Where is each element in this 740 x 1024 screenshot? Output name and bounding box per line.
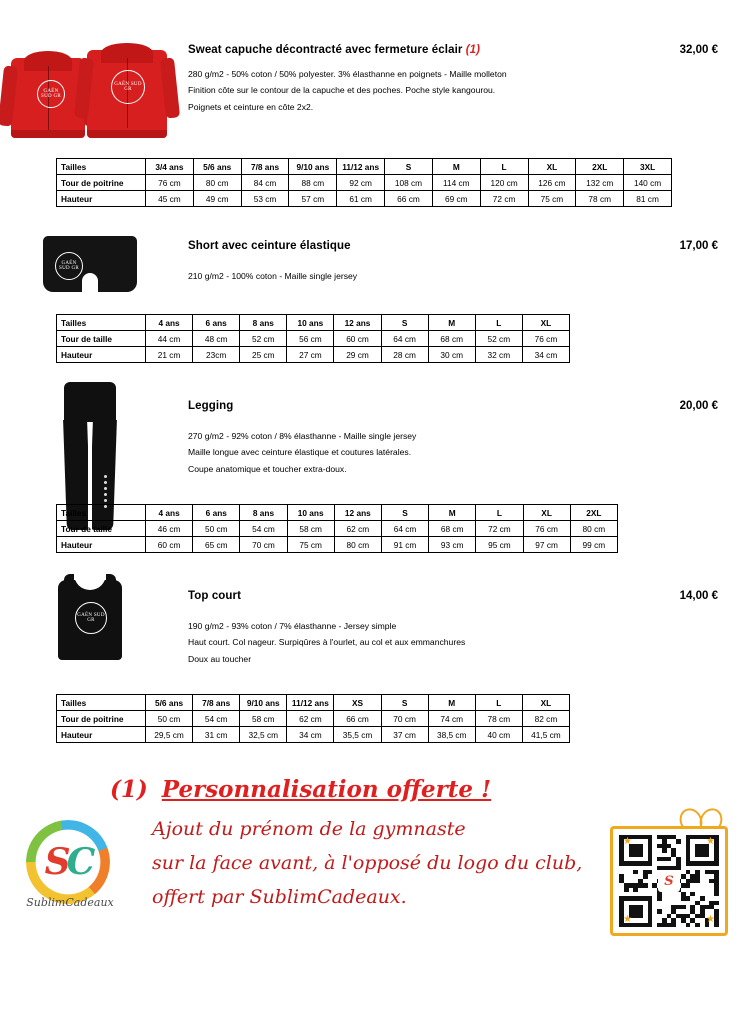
product-desc-line: 210 g/m2 - 100% coton - Maille single jersey (188, 271, 358, 281)
table-cell: 34 cm (522, 347, 569, 363)
size-table-legging (56, 504, 618, 553)
table-cell: 50 cm (193, 521, 240, 537)
club-logo-badge (37, 80, 65, 108)
product-name: Sweat capuche décontracté avec fermeture éclair (188, 44, 463, 56)
table-header-cell: 6 ans (193, 315, 240, 331)
table-cell: 80 cm (193, 175, 241, 191)
table-row (57, 727, 570, 743)
table-header-cell: Tailles (57, 315, 146, 331)
table-cell: 32 cm (475, 347, 522, 363)
product-desc-line: 280 g/m2 - 50% coton / 50% polyester. 3% élasthanne en poignets - Maille molleton (188, 69, 507, 79)
table-cell: 66 cm (334, 711, 381, 727)
table-row (57, 347, 570, 363)
table-cell: 66 cm (385, 191, 433, 207)
table-cell: Tour de poitrine (57, 711, 146, 727)
promo-footnote-marker: (1) (110, 776, 148, 803)
promo-title (110, 776, 491, 803)
table-cell: 78 cm (475, 711, 522, 727)
table-header-cell: 12 ans (334, 315, 381, 331)
table-header-cell: M (428, 315, 475, 331)
table-header-cell: 11/12 ans (287, 695, 334, 711)
table-cell: 78 cm (576, 191, 624, 207)
sublimcadeaux-logo (14, 820, 126, 920)
table-header-cell: 12 ans (334, 505, 381, 521)
logo-letter-s: S (44, 841, 67, 883)
table-cell: 48 cm (193, 331, 240, 347)
table-cell: Tour de poitrine (57, 175, 146, 191)
logo-brand-name: SublimCadeaux (26, 896, 114, 909)
table-cell: 62 cm (334, 521, 381, 537)
footnote-marker: (1) (465, 44, 481, 56)
product-block-sweat (0, 44, 740, 164)
table-cell: 23cm (193, 347, 240, 363)
qr-center-letter: S (664, 873, 674, 889)
product-desc-line: Poignets et ceinture en côte 2x2. (188, 101, 314, 112)
table-header-cell: Tailles (57, 159, 146, 175)
short-body (43, 236, 137, 292)
size-table-top (56, 694, 570, 743)
table-header-cell: L (480, 159, 528, 175)
hoodie-front (87, 50, 167, 138)
table-cell: 40 cm (475, 727, 522, 743)
table-header-cell: 11/12 ans (337, 159, 385, 175)
product-desc-line: 190 g/m2 - 93% coton / 7% élasthanne - Jersey simple (188, 621, 397, 631)
product-info-short (188, 240, 658, 284)
product-price: 17,00 € (679, 240, 718, 252)
table-header-cell: 2XL (570, 505, 617, 521)
product-info-legging (188, 400, 658, 477)
product-price: 14,00 € (679, 590, 718, 602)
product-price: 32,00 € (679, 44, 718, 56)
table-cell: 93 cm (429, 537, 476, 553)
table-header-cell: 8 ans (240, 315, 287, 331)
product-block-short (0, 240, 740, 320)
table-cell: 140 cm (624, 175, 672, 191)
hoodie-back (11, 58, 85, 138)
table-cell: 82 cm (522, 711, 569, 727)
table-row (57, 331, 570, 347)
table-cell: Tour de taille (57, 331, 146, 347)
club-logo-text: GAËN SUD GR (59, 260, 79, 271)
table-cell: 56 cm (287, 331, 334, 347)
table-cell: 91 cm (381, 537, 428, 553)
table-cell: 54 cm (240, 521, 287, 537)
table-cell: 34 cm (287, 727, 334, 743)
table-cell: 99 cm (570, 537, 617, 553)
table-cell: 75 cm (528, 191, 576, 207)
qr-code-card[interactable] (610, 826, 728, 936)
table-cell: Hauteur (57, 191, 146, 207)
table-cell: 76 cm (146, 175, 194, 191)
table-cell: 28 cm (381, 347, 428, 363)
club-logo-text-front: GAËN SUD GR (114, 81, 142, 92)
club-logo-badge (75, 602, 107, 634)
table-cell: 54 cm (193, 711, 240, 727)
table-header-cell: 5/6 ans (193, 159, 241, 175)
product-title (188, 590, 658, 602)
table-cell: 62 cm (287, 711, 334, 727)
product-block-top (0, 590, 740, 690)
hoodie-hem-front (87, 130, 167, 138)
table-header-cell: S (381, 695, 428, 711)
promo-line-1: Ajout du prénom de la gymnaste (152, 818, 466, 840)
product-block-legging (0, 400, 740, 510)
table-cell: 97 cm (523, 537, 570, 553)
table-cell: 132 cm (576, 175, 624, 191)
table-header-cell: S (381, 505, 428, 521)
table-row (57, 711, 570, 727)
table-cell: 58 cm (240, 711, 287, 727)
table-cell: 49 cm (193, 191, 241, 207)
table-cell: 80 cm (334, 537, 381, 553)
table-cell: 76 cm (522, 331, 569, 347)
table-header-cell: 2XL (576, 159, 624, 175)
short-illustration (35, 236, 145, 310)
table-header-cell: Tailles (57, 505, 146, 521)
table-cell: 114 cm (432, 175, 480, 191)
table-cell: 37 cm (381, 727, 428, 743)
product-info-top (188, 590, 658, 667)
table-header-cell: S (381, 315, 428, 331)
table-cell: 38,5 cm (428, 727, 475, 743)
table-header-cell: XL (522, 695, 569, 711)
top-body (58, 580, 122, 660)
table-row (57, 537, 618, 553)
table-cell: 61 cm (337, 191, 385, 207)
table-header-cell: Tailles (57, 695, 146, 711)
table-header-cell: M (432, 159, 480, 175)
product-name: Legging (188, 400, 234, 412)
table-cell: 74 cm (428, 711, 475, 727)
table-cell: 76 cm (523, 521, 570, 537)
table-header-cell: 8 ans (240, 505, 287, 521)
table-cell: 30 cm (428, 347, 475, 363)
table-cell: 80 cm (570, 521, 617, 537)
table-cell: 75 cm (287, 537, 334, 553)
club-logo-text: GAËN SUD GR (41, 88, 61, 99)
star-icon: ★ (706, 836, 715, 847)
table-cell: 64 cm (381, 331, 428, 347)
product-desc-line: Doux au toucher (188, 653, 252, 664)
table-cell: 21 cm (146, 347, 193, 363)
table-cell: Hauteur (57, 537, 146, 553)
table-cell: 64 cm (381, 521, 428, 537)
table-cell: 50 cm (146, 711, 193, 727)
qr-center-logo (658, 870, 680, 892)
table-cell: 72 cm (480, 191, 528, 207)
table-header-cell: 3XL (624, 159, 672, 175)
table-header-cell: 10 ans (287, 315, 334, 331)
product-name: Top court (188, 590, 242, 602)
table-header-cell: 7/8 ans (193, 695, 240, 711)
star-icon: ★ (623, 914, 632, 925)
table-cell: 120 cm (480, 175, 528, 191)
table-header-cell: 7/8 ans (241, 159, 289, 175)
table-cell: 126 cm (528, 175, 576, 191)
table-cell: 31 cm (193, 727, 240, 743)
table-cell: 69 cm (432, 191, 480, 207)
table-cell: 60 cm (334, 331, 381, 347)
size-table-short (56, 314, 570, 363)
table-cell: 44 cm (146, 331, 193, 347)
product-desc-line: Finition côte sur le contour de la capuche et des poches. Poche style kangourou. (188, 85, 496, 96)
table-header-cell: XL (528, 159, 576, 175)
product-title (188, 44, 658, 56)
hoodie-sleeve-right-front (160, 57, 180, 118)
table-header-cell: 4 ans (146, 505, 193, 521)
table-row (57, 505, 618, 521)
table-cell: 68 cm (429, 521, 476, 537)
table-row (57, 315, 570, 331)
table-header-cell: 10 ans (287, 505, 334, 521)
promo-title-text: Personnalisation offerte ! (161, 776, 492, 803)
product-info-sweat (188, 44, 658, 115)
product-desc-line: Haut court. Col nageur. Surpiqûres à l'ourlet, au col et aux emmanchures (188, 637, 466, 648)
table-header-cell: M (428, 695, 475, 711)
table-row (57, 695, 570, 711)
table-cell: 60 cm (146, 537, 193, 553)
table-header-cell: XL (522, 315, 569, 331)
product-name: Short avec ceinture élastique (188, 240, 351, 252)
table-row (57, 159, 672, 175)
table-cell: 95 cm (476, 537, 523, 553)
table-header-cell: L (475, 695, 522, 711)
table-row (57, 191, 672, 207)
club-logo-badge (55, 252, 83, 280)
table-cell: 27 cm (287, 347, 334, 363)
table-header-cell: S (385, 159, 433, 175)
table-cell: 41,5 cm (522, 727, 569, 743)
table-cell: 81 cm (624, 191, 672, 207)
logo-monogram (26, 824, 110, 900)
promo-line-2: sur la face avant, à l'opposé du logo du club, (152, 852, 583, 874)
table-header-cell: XS (334, 695, 381, 711)
club-logo-badge-front (111, 70, 145, 104)
table-cell: 52 cm (240, 331, 287, 347)
size-table-sweat (56, 158, 672, 207)
table-cell: 88 cm (289, 175, 337, 191)
product-desc-line: 270 g/m2 - 92% coton / 8% élasthanne - Maille single jersey (188, 431, 417, 441)
table-row (57, 175, 672, 191)
hoodie-sleeve-left (0, 65, 18, 126)
table-cell: 32,5 cm (240, 727, 287, 743)
table-cell: Hauteur (57, 727, 146, 743)
table-cell: 46 cm (146, 521, 193, 537)
table-cell: 84 cm (241, 175, 289, 191)
table-header-cell: 9/10 ans (240, 695, 287, 711)
table-cell: 29 cm (334, 347, 381, 363)
product-desc-line: Maille longue avec ceinture élastique et coutures latérales. (188, 447, 412, 458)
table-cell: Hauteur (57, 347, 146, 363)
table-header-cell: L (475, 315, 522, 331)
product-image-top (0, 574, 180, 666)
table-cell: 52 cm (475, 331, 522, 347)
table-cell: 57 cm (289, 191, 337, 207)
table-header-cell: 6 ans (193, 505, 240, 521)
table-header-cell: XL (523, 505, 570, 521)
table-header-cell: 3/4 ans (146, 159, 194, 175)
table-cell: 65 cm (193, 537, 240, 553)
promo-section (0, 770, 740, 950)
product-desc-line: Coupe anatomique et toucher extra-doux. (188, 463, 347, 474)
table-cell: 72 cm (476, 521, 523, 537)
table-cell: 70 cm (240, 537, 287, 553)
top-illustration (42, 574, 138, 666)
table-header-cell: L (476, 505, 523, 521)
table-cell: Tour de taille (57, 521, 146, 537)
table-cell: 29,5 cm (146, 727, 193, 743)
table-cell: 108 cm (385, 175, 433, 191)
table-cell: 35,5 cm (334, 727, 381, 743)
table-cell: 25 cm (240, 347, 287, 363)
product-image-sweat (0, 44, 180, 140)
table-row (57, 521, 618, 537)
logo-letter-c: C (66, 841, 92, 883)
short-inseam-notch (82, 273, 98, 293)
table-header-cell: 9/10 ans (289, 159, 337, 175)
table-cell: 58 cm (287, 521, 334, 537)
table-header-cell: 5/6 ans (146, 695, 193, 711)
star-icon: ★ (623, 836, 632, 847)
table-cell: 45 cm (146, 191, 194, 207)
hoodie-hem (11, 130, 85, 138)
product-title (188, 400, 658, 412)
club-logo-text: GAËN SUD GR (77, 612, 105, 623)
star-icon: ★ (706, 914, 715, 925)
product-title (188, 240, 658, 252)
promo-line-3: offert par SublimCadeaux. (152, 886, 407, 908)
table-cell: 70 cm (381, 711, 428, 727)
product-price: 20,00 € (679, 400, 718, 412)
table-header-cell: 4 ans (146, 315, 193, 331)
product-image-short (0, 236, 180, 310)
legging-waist (64, 382, 116, 422)
table-header-cell: M (429, 505, 476, 521)
table-cell: 53 cm (241, 191, 289, 207)
table-cell: 92 cm (337, 175, 385, 191)
hoodie-illustration (5, 44, 175, 140)
table-cell: 68 cm (428, 331, 475, 347)
